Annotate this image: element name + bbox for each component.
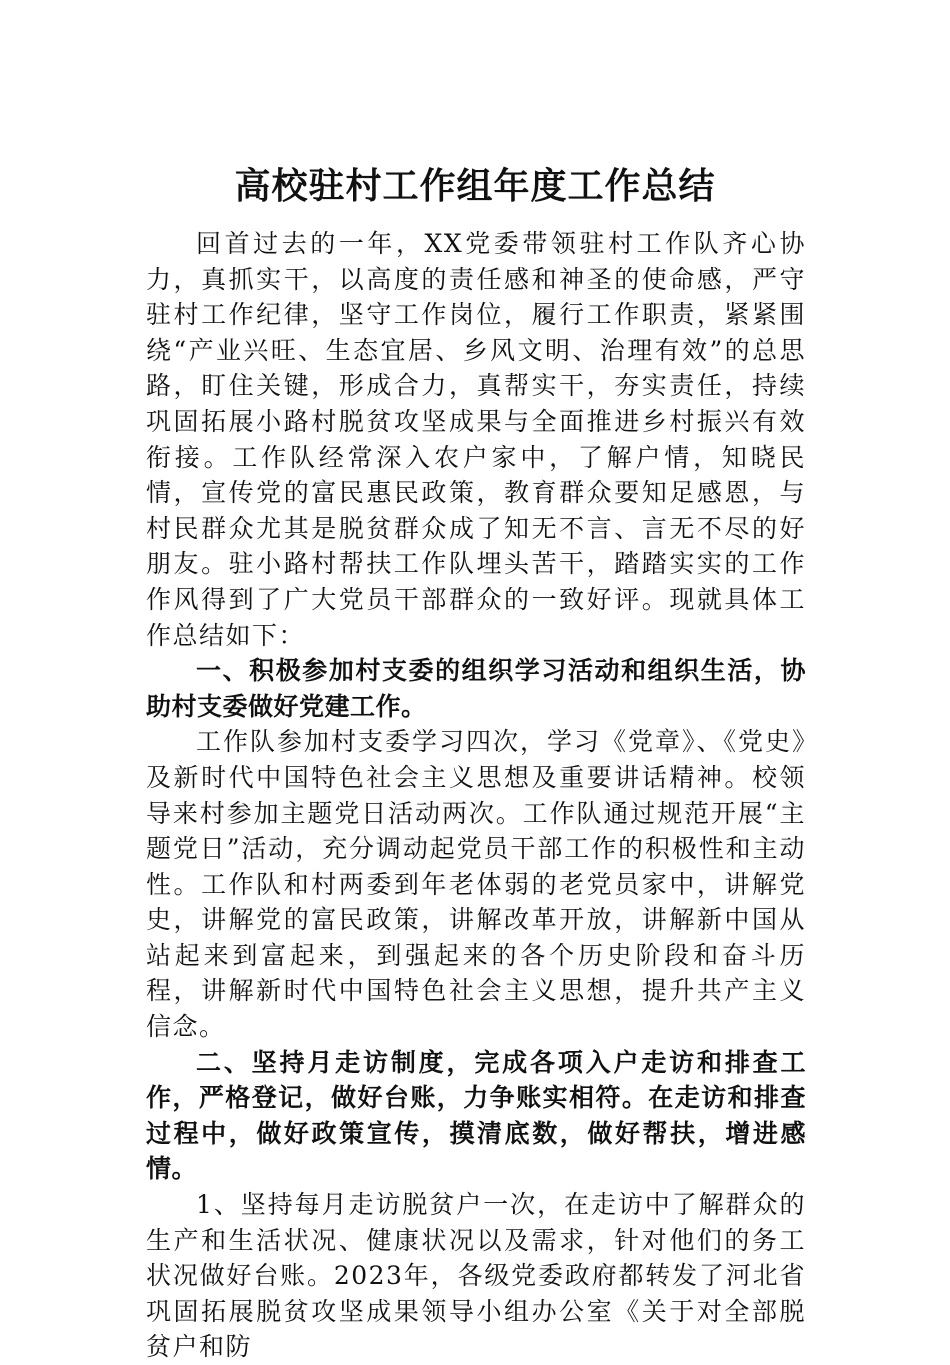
section-heading-2: 二、坚持月走访制度，完成各项入户走访和排查工作，严格登记，做好台账，力争账实相符。在走访和排查过程中，做好政策宣传，摸清底数，做好帮扶，增进感情。 [146,1047,806,1184]
document-body [146,226,806,1365]
intro-paragraph: 回首过去的一年，XX党委带领驻村工作队齐心协力，真抓实干，以高度的责任感和神圣的使命感，严守驻村工作纪律，坚守工作岗位，履行工作职责，紧紧围绕“产业兴旺、生态宜居、乡风文明、治理有效”的总思路，盯住关键，形成合力，真帮实干，夯实责任，持续巩固拓展小路村脱贫攻坚成果与全面推进乡村振兴有效衔接。工作队经常深入农户家中，了解户情，知晓民情，宣传党的富民惠民政策，教育群众要知足感恩，与村民群众尤其是脱贫群众成了知无不言、言无不尽的好朋友。驻小路村帮扶工作队埋头苦干，踏踏实实的工作作风得到了广大党员干部群众的一致好评。现就具体工作总结如下： [146,229,806,650]
section-heading-1: 一、积极参加村支委的组织学习活动和组织生活，协助村支委做好党建工作。 [146,656,806,721]
section-2-item-1-paragraph: 1、坚持每月走访脱贫户一次，在走访中了解群众的生产和生活状况、健康状况以及需求，针对他们的务工状况做好台账。2023年，各级党委政府都转发了河北省巩固拓展脱贫攻坚成果领导小组办公室《关于对全部脱贫户和防 [146,1190,806,1362]
document-title: 高校驻村工作组年度工作总结 [234,165,716,207]
section-1-paragraph: 工作队参加村支委学习四次，学习《党章》、《党史》及新时代中国特色社会主义思想及重要讲话精神。校领导来村参加主题党日活动两次。工作队通过规范开展“主题党日”活动，充分调动起党员干部工作的积极性和主动性。工作队和村两委到年老体弱的老党员家中，讲解党史，讲解党的富民政策，讲解改革开放，讲解新中国从站起来到富起来，到强起来的各个历史阶段和奋斗历程，讲解新时代中国特色社会主义思想，提升共产主义信念。 [146,727,806,1042]
